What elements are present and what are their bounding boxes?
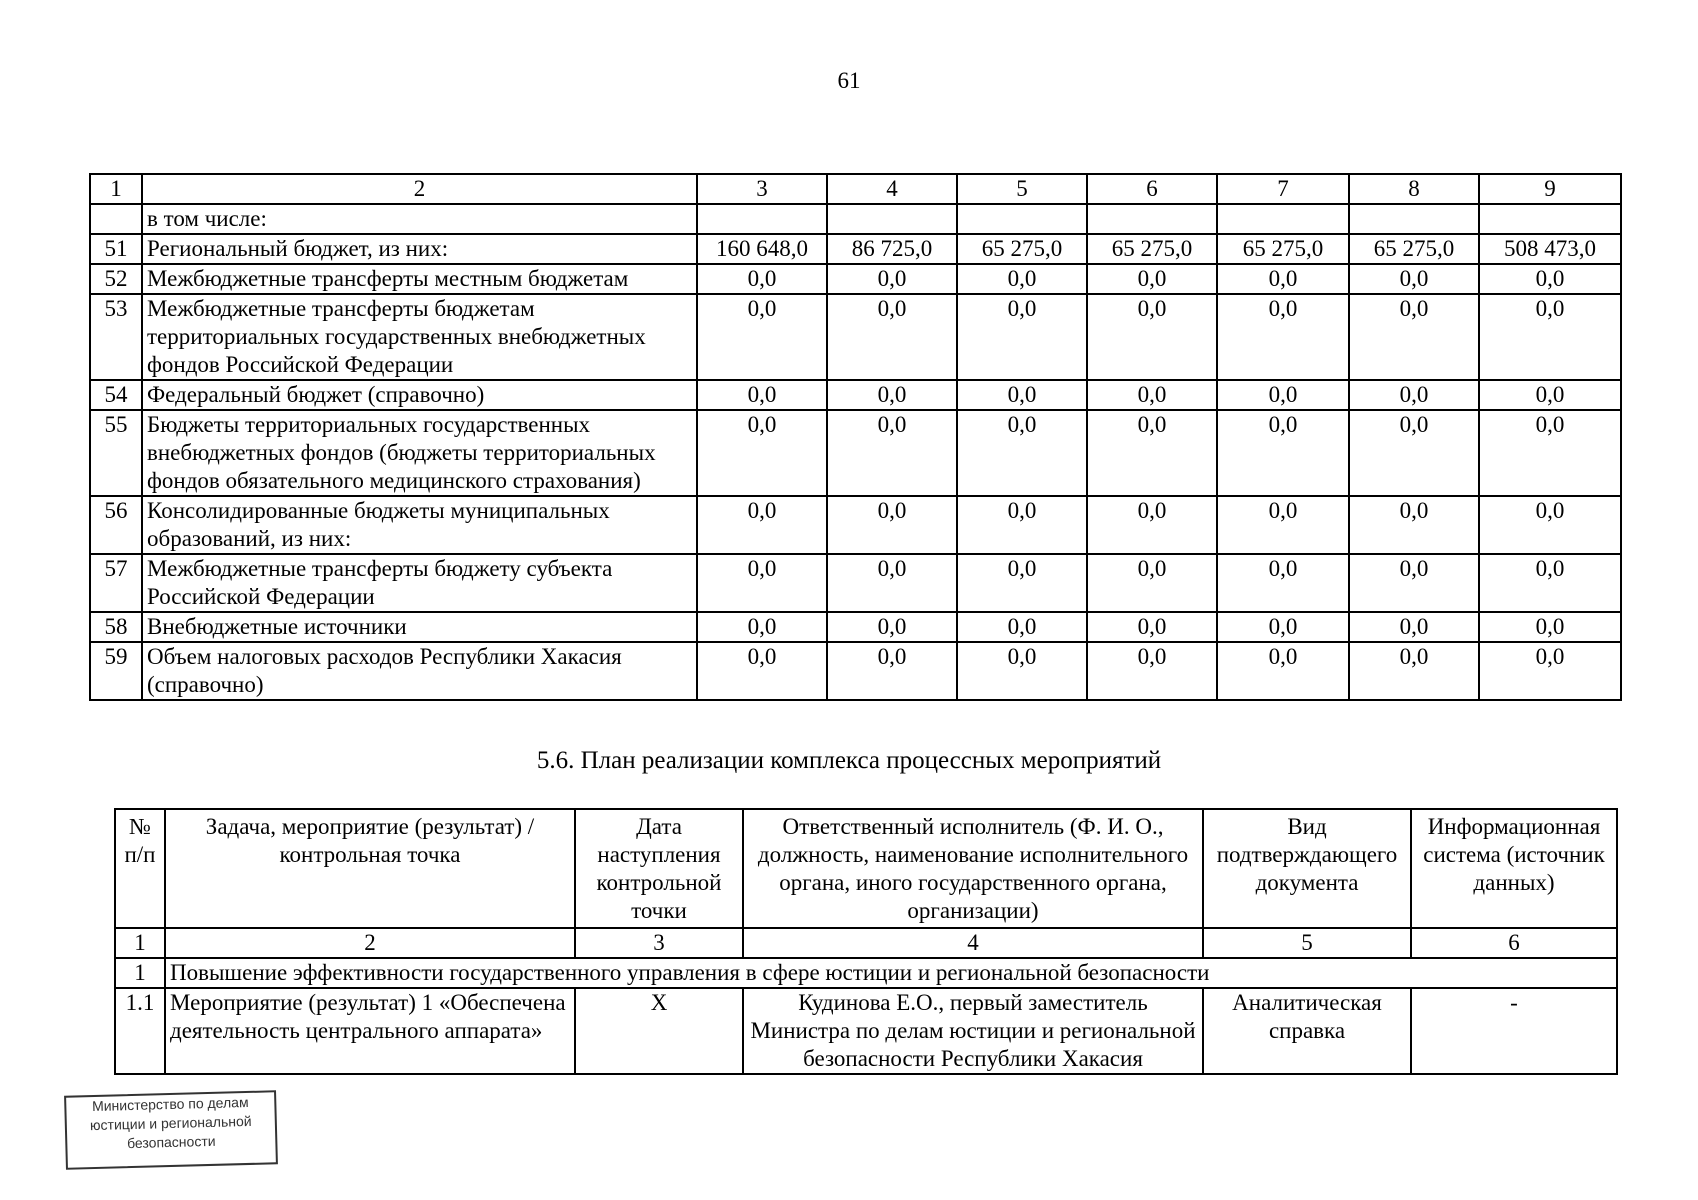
value-cell: 0,0 — [957, 380, 1087, 410]
value-cell: 0,0 — [827, 496, 957, 554]
value-cell: 0,0 — [1217, 264, 1349, 294]
column-number: 1 — [115, 928, 165, 958]
row-number: 1.1 — [115, 988, 165, 1074]
value-cell: 0,0 — [697, 294, 827, 380]
value-cell: 0,0 — [1087, 380, 1217, 410]
value-cell: 0,0 — [957, 612, 1087, 642]
value-cell: 0,0 — [1349, 380, 1479, 410]
value-cell: 0,0 — [697, 612, 827, 642]
subheader-label: в том числе: — [142, 204, 697, 234]
value-cell: 0,0 — [1087, 554, 1217, 612]
value-cell: 65 275,0 — [1217, 234, 1349, 264]
column-number: 1 — [90, 174, 142, 204]
value-cell: 0,0 — [697, 410, 827, 496]
column-number: 7 — [1217, 174, 1349, 204]
row-name: Региональный бюджет, из них: — [142, 234, 697, 264]
column-number: 3 — [575, 928, 743, 958]
value-cell: 0,0 — [1087, 410, 1217, 496]
value-cell: 0,0 — [1349, 642, 1479, 700]
plan-table-body — [115, 809, 1617, 1074]
table-header-row — [90, 174, 1621, 204]
header-date: Дата наступления контрольной точки — [575, 809, 743, 928]
stamp-line: юстиции и региональной — [89, 1112, 252, 1134]
value-cell: 0,0 — [1217, 554, 1349, 612]
value-cell: 0,0 — [957, 294, 1087, 380]
column-number: 3 — [697, 174, 827, 204]
value-cell: 0,0 — [1217, 612, 1349, 642]
plan-header-row — [115, 809, 1617, 928]
task-row — [115, 958, 1617, 988]
column-number: 6 — [1087, 174, 1217, 204]
column-number: 2 — [142, 174, 697, 204]
value-cell: 0,0 — [827, 294, 957, 380]
table-row — [90, 612, 1621, 642]
column-number: 8 — [1349, 174, 1479, 204]
value-cell: 508 473,0 — [1479, 234, 1621, 264]
row-name: Межбюджетные трансферты местным бюджетам — [142, 264, 697, 294]
empty-cell — [1217, 204, 1349, 234]
empty-cell — [827, 204, 957, 234]
value-cell: 0,0 — [697, 264, 827, 294]
row-number: 55 — [90, 410, 142, 496]
value-cell: 0,0 — [1479, 642, 1621, 700]
column-number: 4 — [743, 928, 1203, 958]
row-number: 59 — [90, 642, 142, 700]
value-cell: 0,0 — [827, 642, 957, 700]
row-name: Федеральный бюджет (справочно) — [142, 380, 697, 410]
value-cell: 0,0 — [827, 380, 957, 410]
value-cell: 0,0 — [1087, 612, 1217, 642]
value-cell: 0,0 — [1479, 496, 1621, 554]
row-name: Консолидированные бюджеты муниципальных образований, из них: — [142, 496, 697, 554]
task-number: 1 — [115, 958, 165, 988]
column-number: 9 — [1479, 174, 1621, 204]
table-row — [90, 496, 1621, 554]
value-cell: 65 275,0 — [957, 234, 1087, 264]
value-cell: 0,0 — [1087, 496, 1217, 554]
value-cell: 0,0 — [1087, 642, 1217, 700]
value-cell: 0,0 — [697, 554, 827, 612]
stamp-line: Министерство по делам — [91, 1093, 249, 1115]
row-name: Объем налоговых расходов Республики Хакасия (справочно) — [142, 642, 697, 700]
responsible-cell: Кудинова Е.О., первый заместитель Министра по делам юстиции и региональной безопасности Республики Хакасия — [743, 988, 1203, 1074]
value-cell: 0,0 — [1217, 642, 1349, 700]
row-name: Бюджеты территориальных государственных внебюджетных фондов (бюджеты территориальных фондов обязательного медицинского страхования) — [142, 410, 697, 496]
table-row — [90, 380, 1621, 410]
row-number: 54 — [90, 380, 142, 410]
value-cell: 0,0 — [827, 554, 957, 612]
stamp-line: безопасности — [126, 1132, 216, 1152]
value-cell: 0,0 — [697, 496, 827, 554]
value-cell: 0,0 — [957, 496, 1087, 554]
value-cell: 0,0 — [1479, 264, 1621, 294]
budget-table-body — [90, 174, 1621, 700]
plan-table — [114, 808, 1618, 1075]
value-cell: 0,0 — [1479, 380, 1621, 410]
empty-cell — [697, 204, 827, 234]
row-name: Межбюджетные трансферты бюджетам территориальных государственных внебюджетных фондов Российской Федерации — [142, 294, 697, 380]
empty-cell — [957, 204, 1087, 234]
value-cell: 0,0 — [957, 264, 1087, 294]
column-numbers-row — [115, 928, 1617, 958]
value-cell: 65 275,0 — [1087, 234, 1217, 264]
row-number: 51 — [90, 234, 142, 264]
event-cell: Мероприятие (результат) 1 «Обеспечена деятельность центрального аппарата» — [165, 988, 575, 1074]
value-cell: 0,0 — [1349, 264, 1479, 294]
value-cell: 0,0 — [1349, 410, 1479, 496]
header-system: Информационная система (источник данных) — [1411, 809, 1617, 928]
table-row — [90, 294, 1621, 380]
value-cell: 0,0 — [1479, 612, 1621, 642]
value-cell: 0,0 — [697, 642, 827, 700]
value-cell: 0,0 — [1349, 496, 1479, 554]
table-row — [90, 410, 1621, 496]
row-number: 56 — [90, 496, 142, 554]
row-name: Межбюджетные трансферты бюджету субъекта Российской Федерации — [142, 554, 697, 612]
value-cell: 0,0 — [957, 642, 1087, 700]
header-document: Вид подтверждающего документа — [1203, 809, 1411, 928]
header-responsible: Ответственный исполнитель (Ф. И. О., должность, наименование исполнительного органа, иного государственного органа, организации) — [743, 809, 1203, 928]
value-cell: 0,0 — [1479, 410, 1621, 496]
value-cell: 0,0 — [827, 612, 957, 642]
value-cell: 0,0 — [1217, 294, 1349, 380]
column-number: 5 — [957, 174, 1087, 204]
row-number: 53 — [90, 294, 142, 380]
budget-table — [89, 173, 1622, 701]
value-cell: 0,0 — [1087, 264, 1217, 294]
value-cell: 0,0 — [1349, 612, 1479, 642]
section-title: 5.6. План реализации комплекса процессных мероприятий — [536, 747, 1162, 774]
row-number: 58 — [90, 612, 142, 642]
value-cell: 0,0 — [1087, 294, 1217, 380]
date-cell: X — [575, 988, 743, 1074]
value-cell: 0,0 — [1479, 294, 1621, 380]
table-row — [90, 554, 1621, 612]
column-number: 6 — [1411, 928, 1617, 958]
value-cell: 0,0 — [697, 380, 827, 410]
table-row — [90, 264, 1621, 294]
row-name: Внебюджетные источники — [142, 612, 697, 642]
value-cell: 0,0 — [827, 410, 957, 496]
value-cell: 0,0 — [1349, 554, 1479, 612]
column-number: 2 — [165, 928, 575, 958]
value-cell: 86 725,0 — [827, 234, 957, 264]
system-cell: - — [1411, 988, 1617, 1074]
empty-cell — [1479, 204, 1621, 234]
value-cell: 0,0 — [1349, 294, 1479, 380]
value-cell: 0,0 — [957, 554, 1087, 612]
header-number: № п/п — [115, 809, 165, 928]
column-number: 4 — [827, 174, 957, 204]
empty-cell — [1087, 204, 1217, 234]
value-cell: 0,0 — [1479, 554, 1621, 612]
task-text: Повышение эффективности государственного управления в сфере юстиции и региональной безопасности — [165, 958, 1617, 988]
row-number: 52 — [90, 264, 142, 294]
value-cell: 65 275,0 — [1349, 234, 1479, 264]
empty-cell — [90, 204, 142, 234]
value-cell: 160 648,0 — [697, 234, 827, 264]
page-number: 61 — [837, 68, 861, 93]
table-row — [90, 642, 1621, 700]
table-row — [90, 234, 1621, 264]
value-cell: 0,0 — [1217, 380, 1349, 410]
column-number: 5 — [1203, 928, 1411, 958]
document-cell: Аналитическая справка — [1203, 988, 1411, 1074]
value-cell: 0,0 — [957, 410, 1087, 496]
ministry-stamp — [64, 1090, 278, 1170]
empty-cell — [1349, 204, 1479, 234]
plan-row — [115, 988, 1617, 1074]
value-cell: 0,0 — [827, 264, 957, 294]
header-event: Задача, мероприятие (результат) / контрольная точка — [165, 809, 575, 928]
subheader-row — [90, 204, 1621, 234]
value-cell: 0,0 — [1217, 496, 1349, 554]
row-number: 57 — [90, 554, 142, 612]
value-cell: 0,0 — [1217, 410, 1349, 496]
